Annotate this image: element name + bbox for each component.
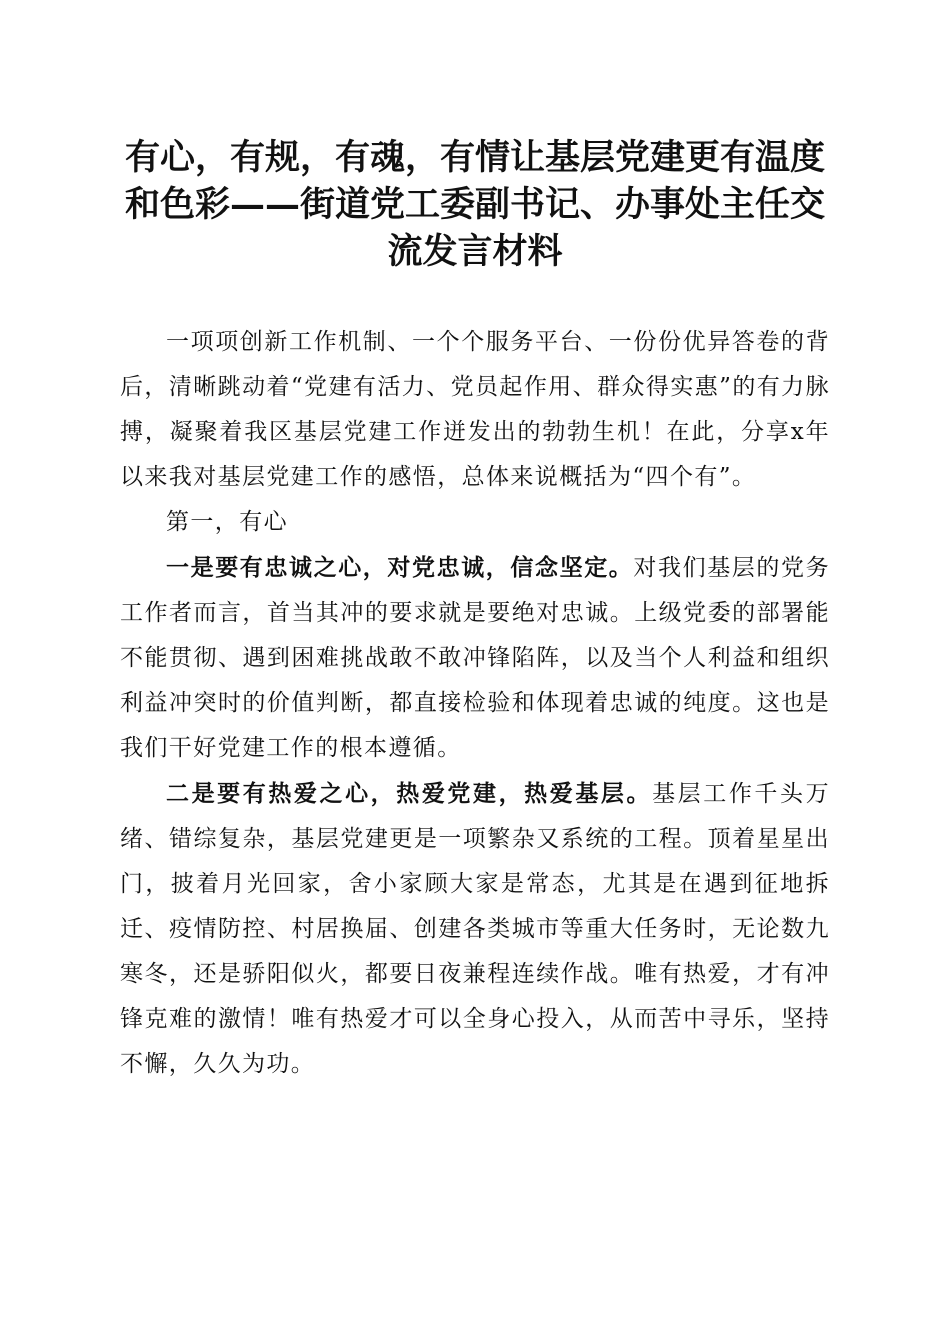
paragraph-passion-lead: 二是要有热爱之心，热爱党建，热爱基层。 (166, 780, 653, 807)
paragraph-loyalty-lead: 一是要有忠诚之心，对党忠诚，信念坚定。 (166, 554, 634, 581)
intro-paragraph: 一项项创新工作机制、一个个服务平台、一份份优异答卷的背后，清晰跳动着“党建有活力、党员起作用、群众得实惠”的有力脉搏，凝聚着我区基层党建工作迸发出的勃勃生机！在此，分享x年以来我对基层党建工作的感悟，总体来说概括为“四个有”。 (120, 329, 830, 490)
paragraph-loyalty (120, 545, 830, 771)
paragraph-passion-body: 基层工作千头万绪、错综复杂，基层党建更是一项繁杂又系统的工程。顶着星星出门，披着月光回家，舍小家顾大家是常态，尤其是在遇到征地拆迁、疫情防控、村居换届、创建各类城市等重大任务时，无论数九寒冬，还是骄阳似火，都要日夜兼程连续作战。唯有热爱，才有冲锋克难的激情！唯有热爱才可以全身心投入，从而苦中寻乐，坚持不懈，久久为功。 (120, 781, 830, 1077)
document-title: 有心，有规，有魂，有情让基层党建更有温度和色彩——街道党工委副书记、办事处主任交流发言材料 (124, 137, 825, 272)
document-body (120, 320, 830, 1087)
section-heading-1: 第一，有心 (166, 509, 288, 535)
paragraph-loyalty-body: 对我们基层的党务工作者而言，首当其冲的要求就是要绝对忠诚。上级党委的部署能不能贯彻、遇到困难挑战敢不敢冲锋陷阵，以及当个人利益和组织利益冲突时的价值判断，都直接检验和体现着忠诚的纯度。这也是我们干好党建工作的根本遵循。 (120, 555, 830, 761)
paragraph-passion (120, 771, 830, 1087)
